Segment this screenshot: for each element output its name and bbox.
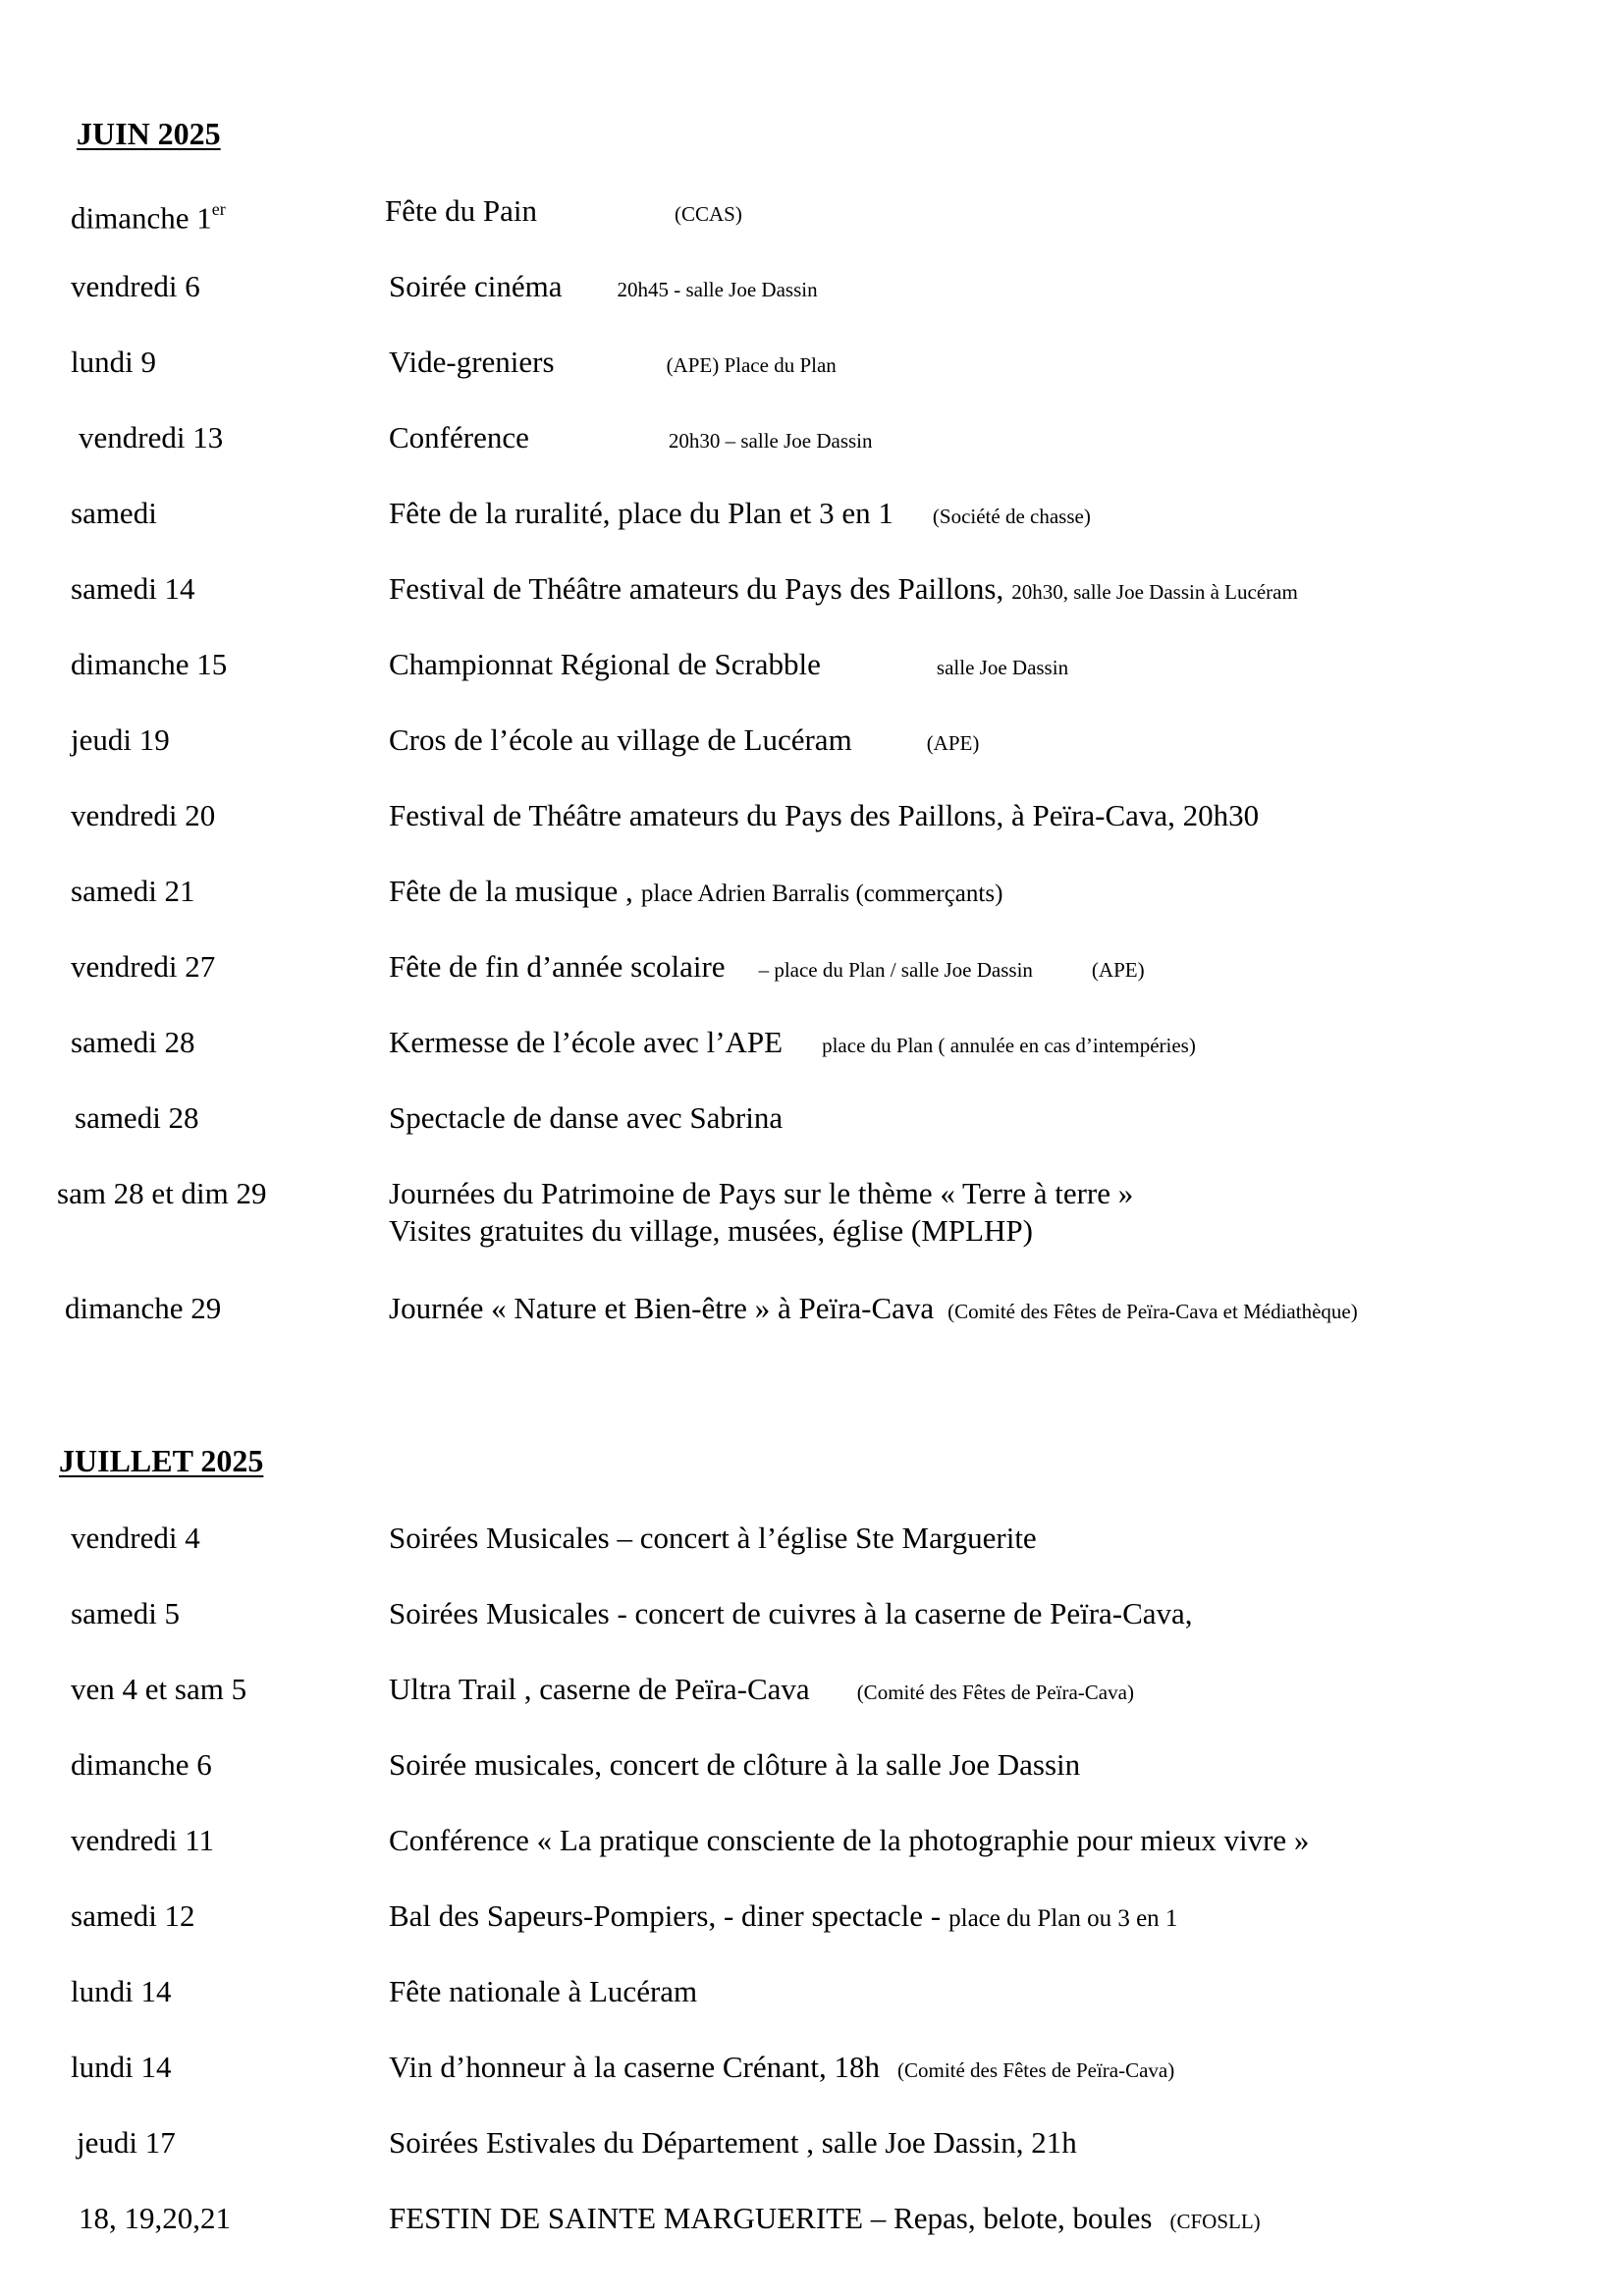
event-title: Journée « Nature et Bien-être » à Peïra-Cava (Comité des Fêtes de Peïra-Cava et Médiathèque)	[389, 1291, 1358, 1325]
event-title: Fête de fin d’année scolaire – place du Plan / salle Joe Dassin (APE)	[389, 949, 1145, 984]
list-item	[0, 1175, 1624, 1263]
event-note: (Comité des Fêtes de Peïra-Cava et Médiathèque)	[947, 1300, 1358, 1323]
list-item	[0, 797, 1624, 856]
event-date: vendredi 6	[71, 269, 200, 303]
event-note: – place du Plan / salle Joe Dassin	[758, 958, 1033, 982]
event-note: 20h30 – salle Joe Dassin	[668, 429, 873, 453]
event-note: (Comité des Fêtes de Peïra-Cava)	[896, 2058, 1175, 2082]
list-item	[0, 873, 1624, 932]
event-note: 20h45 - salle Joe Dassin	[617, 278, 818, 301]
event-note: place du Plan ( annulée en cas d’intempéries)	[822, 1034, 1196, 1057]
event-date: dimanche 29	[65, 1291, 222, 1325]
section-title-june: JUIN 2025	[77, 116, 221, 151]
event-date: dimanche 15	[71, 647, 228, 681]
list-item	[0, 2049, 1624, 2108]
event-title: Festival de Théâtre amateurs du Pays des Paillons, à Peïra-Cava, 20h30	[389, 798, 1260, 832]
list-item	[0, 570, 1624, 629]
event-date: samedi 12	[71, 1898, 195, 1933]
event-date: jeudi 17	[77, 2125, 176, 2160]
event-title: Cros de l’école au village de Lucéram (APE)	[389, 722, 980, 757]
event-date: lundi 14	[71, 2050, 172, 2084]
event-date: sam 28 et dim 29	[57, 1176, 267, 1210]
event-title: Festival de Théâtre amateurs du Pays des Paillons, 20h30, salle Joe Dassin à Lucéram	[389, 571, 1298, 606]
event-title: Journées du Patrimoine de Pays sur le thème « Terre à terre » Visites gratuites du village, musées, église (MPLHP)	[389, 1176, 1134, 1248]
event-note: place du Plan ou 3 en 1	[948, 1905, 1178, 1932]
list-item	[0, 1973, 1624, 2032]
list-item	[0, 1099, 1624, 1158]
event-note: (Société de chasse)	[932, 505, 1091, 528]
event-note: (APE) Place du Plan	[666, 353, 837, 377]
event-date: vendredi 13	[79, 420, 224, 454]
event-title: Conférence « La pratique consciente de la photographie pour mieux vivre »	[389, 1823, 1310, 1857]
list-item	[0, 1520, 1624, 1578]
list-item	[0, 2124, 1624, 2183]
list-item	[0, 344, 1624, 402]
event-title: Soirées Musicales - concert de cuivres à la caserne de Peïra-Cava,	[389, 1596, 1193, 1630]
event-date: samedi 21	[71, 874, 195, 908]
event-title: Soirées Musicales – concert à l’église Ste Marguerite	[389, 1521, 1037, 1555]
event-title-line2: Visites gratuites du village, musées, église (MPLHP)	[389, 1213, 1033, 1248]
list-item	[0, 192, 1624, 251]
list-item	[0, 268, 1624, 327]
event-date: samedi 28	[71, 1025, 195, 1059]
event-note: (APE)	[926, 731, 980, 755]
event-title: Championnat Régional de Scrabble salle Joe Dassin	[389, 647, 1069, 681]
event-date: samedi 5	[71, 1596, 181, 1630]
event-date: ven 4 et sam 5	[71, 1672, 247, 1706]
event-date: lundi 9	[71, 345, 156, 379]
event-title: Conférence 20h30 – salle Joe Dassin	[389, 420, 873, 454]
event-title: Soirée musicales, concert de clôture à la salle Joe Dassin	[389, 1747, 1081, 1782]
event-title: Fête de la musique , place Adrien Barralis (commerçants)	[389, 874, 1003, 908]
event-date: samedi 28	[75, 1100, 199, 1135]
list-item	[0, 1897, 1624, 1956]
event-title: Ultra Trail , caserne de Peïra-Cava (Comité des Fêtes de Peïra-Cava)	[389, 1672, 1134, 1706]
list-item	[0, 1024, 1624, 1083]
event-date: dimanche 6	[71, 1747, 212, 1782]
event-title: Bal des Sapeurs-Pompiers, - diner spectacle - place du Plan ou 3 en 1	[389, 1898, 1178, 1933]
event-note: (APE)	[1091, 958, 1145, 982]
list-item	[0, 419, 1624, 478]
event-title: Fête du Pain (CCAS)	[385, 193, 742, 228]
event-title: Fête nationale à Lucéram	[389, 1974, 698, 2008]
event-date: vendredi 27	[71, 949, 216, 984]
list-item	[0, 495, 1624, 554]
list-item	[0, 948, 1624, 1007]
list-item	[0, 2200, 1624, 2259]
event-title: Soirée cinéma 20h45 - salle Joe Dassin	[389, 269, 818, 303]
list-item	[0, 721, 1624, 780]
event-note: (CFOSLL)	[1169, 2210, 1261, 2233]
event-date: dimanche 1er	[71, 199, 226, 236]
event-title: Soirées Estivales du Département , salle Joe Dassin, 21h	[389, 2125, 1077, 2160]
event-note: place Adrien Barralis (commerçants)	[640, 881, 1003, 907]
event-title: Vin d’honneur à la caserne Crénant, 18h (Comité des Fêtes de Peïra-Cava)	[389, 2050, 1175, 2084]
event-date: samedi 14	[71, 571, 195, 606]
event-title: FESTIN DE SAINTE MARGUERITE – Repas, belote, boules (CFOSLL)	[389, 2201, 1261, 2235]
event-title: Vide-greniers (APE) Place du Plan	[389, 345, 837, 379]
list-item	[0, 1595, 1624, 1654]
list-item	[0, 1671, 1624, 1730]
event-note: (CCAS)	[675, 202, 742, 226]
event-date: lundi 14	[71, 1974, 172, 2008]
event-note: (Comité des Fêtes de Peïra-Cava)	[856, 1681, 1134, 1704]
event-title: Kermesse de l’école avec l’APE place du Plan ( annulée en cas d’intempéries)	[389, 1025, 1196, 1059]
event-note: 20h30, salle Joe Dassin à Lucéram	[1011, 580, 1298, 604]
event-title: Fête de la ruralité, place du Plan et 3 en 1 (Société de chasse)	[389, 496, 1091, 530]
event-date: vendredi 4	[71, 1521, 200, 1555]
event-date: vendredi 11	[71, 1823, 215, 1857]
event-date: 18, 19,20,21	[79, 2201, 231, 2235]
list-item	[0, 1822, 1624, 1881]
event-note: salle Joe Dassin	[936, 656, 1069, 679]
section-title-july: JUILLET 2025	[59, 1443, 264, 1478]
list-item	[0, 1290, 1624, 1349]
event-title: Spectacle de danse avec Sabrina	[389, 1100, 784, 1135]
event-date: jeudi 19	[71, 722, 170, 757]
event-date: vendredi 20	[71, 798, 216, 832]
list-item	[0, 1746, 1624, 1805]
list-item	[0, 646, 1624, 705]
event-date: samedi	[71, 496, 157, 530]
